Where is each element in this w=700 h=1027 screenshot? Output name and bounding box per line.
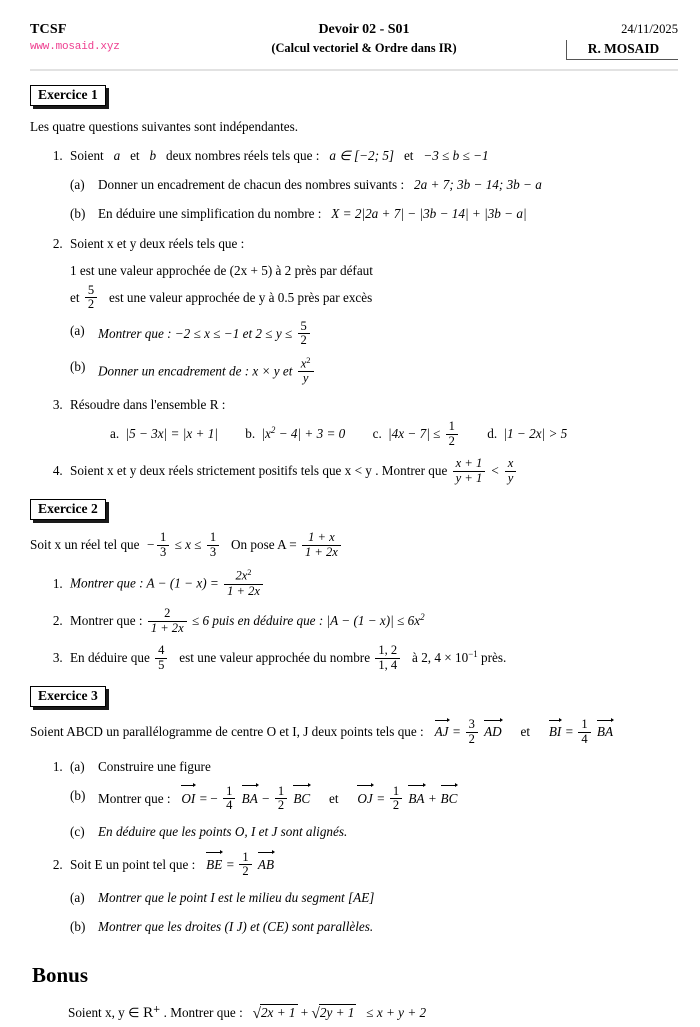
q2-line2-post: est une valeur approchée de y à 0.5 près par excès [108, 289, 373, 305]
vector-BE: BE [206, 853, 222, 875]
ex3-q2-frac-1-2: $\frac{1}{2}$ [239, 851, 251, 879]
q2-line2-pre: et [70, 289, 80, 305]
q2-frac-5-2: $\frac{5}{2}$ [85, 284, 97, 312]
exercise-3-q2a [94, 887, 676, 908]
exercise-3-intro [30, 718, 676, 746]
ex2-intro-pre: Soit x un réel tel que [30, 537, 140, 553]
ex3-q1c-text: En déduire que les points O, I et J sont alignés. [98, 823, 348, 839]
ex2-q2-text: Montrer que : [70, 613, 143, 629]
exercise-2-q2 [66, 607, 676, 635]
ex3-q2-pre: Soit E un point tel que : [70, 856, 196, 872]
ex2-frac-1-3-a: $\frac{1}{3}$ [157, 531, 169, 559]
exercise-1-q2-subs [70, 320, 676, 386]
exercise-1-q2b [94, 356, 676, 386]
exercise-1-questions [30, 146, 676, 486]
ex2-q2-frac: $\frac{2}{1 + 2x}$ [148, 607, 187, 635]
exercise-2-questions [30, 568, 676, 672]
bonus-mid: . Montrer que : [163, 1005, 243, 1021]
vector-OI: OI [181, 786, 195, 809]
q1a-items: 2a + 7; 3b − 14; 3b − a [414, 177, 542, 193]
ex3-intro-pre: Soient ABCD un parallélogramme de centre O et I, J deux points tels que : [30, 724, 424, 740]
q1-stem-text: deux nombres réels tels que : [165, 147, 320, 163]
exercise-3-q1 [66, 756, 676, 842]
exercise-3-q1c [94, 821, 676, 842]
bonus-relation: ≤ x + y + 2 [366, 1005, 427, 1021]
vector-BC: BC [293, 786, 310, 809]
vector-BA-3: BA [408, 786, 424, 809]
ex3-q1b-eq2: = [377, 790, 385, 806]
ex2-frac-A: $\frac{1 + x}{1 + 2x}$ [302, 531, 341, 559]
exercise-1-q2a [94, 320, 676, 348]
exercise-2-badge: Exercice 2 [30, 499, 106, 520]
q1-var-a: a [113, 147, 121, 163]
q2a-frac-5-2: $\frac{5}{2}$ [298, 320, 310, 348]
ex3-q1b-frac-1-4: $\frac{1}{4}$ [223, 785, 235, 813]
vector-AJ: AJ [435, 720, 449, 742]
ex2-intro-mid2: On pose A = [230, 537, 297, 553]
ex3-eq2: = [565, 724, 574, 740]
ex2-frac-1-3-b: $\frac{1}{3}$ [207, 531, 219, 559]
vector-BC-2: BC [441, 786, 458, 809]
ex3-frac-3-2: $\frac{3}{2}$ [466, 718, 478, 746]
q2-line1: 1 est une valeur approchée de (2x + 5) à 2 près par défaut [70, 262, 373, 278]
ex2-q3-post: à 2, $4 \times 10^{-1}$ près. [412, 649, 507, 666]
bonus-set-symbol: R+ [142, 1005, 161, 1022]
q1-inequality: −3 ≤ b ≤ −1 [423, 147, 489, 163]
q2b-text: Donner un encadrement de : x × y et [98, 363, 293, 379]
exercise-1-q3 [66, 395, 676, 449]
q3-item-b: $|x^2 - 4| + 3 = 0$ [261, 425, 346, 441]
ex2-intro-mid1: ≤ x ≤ [174, 537, 202, 553]
document-title: Devoir 02 - S01 [318, 22, 410, 37]
exercise-3-q2-subs [70, 887, 676, 937]
q3-item-d: |1 − 2x| > 5 [503, 425, 568, 441]
bonus-plus: + [300, 1005, 309, 1021]
exercise-1-q1-subs [70, 174, 676, 224]
ex3-q2-eq: = [226, 856, 235, 872]
q1-interval: a ∈ [−2; 5] [329, 147, 395, 163]
vector-OJ: OJ [357, 786, 372, 809]
q4-relation: < [490, 463, 500, 479]
q4-frac-left: $\frac{x + 1}{y + 1}$ [453, 457, 486, 485]
ex3-et: et [520, 724, 531, 740]
ex2-q1-text: Montrer que : A − (1 − x) = [70, 576, 219, 592]
exercise-1-intro: Les quatre questions suivantes sont indépendantes. [30, 119, 299, 134]
ex3-q1b-plus: + [428, 790, 437, 806]
exercise-2-intro: Soit x un réel tel que − $\frac{1}{3}$ ≤ x ≤ $\frac{1}{3}$ On pose A = $\frac{1 + x}{1 + 2x}$ [30, 531, 676, 559]
ex2-q1-frac: $\frac{2x^2}{1 + 2x}$ [224, 568, 263, 598]
exercise-3-q2 [66, 851, 676, 937]
ex3-q1b-minus: − [262, 790, 270, 806]
q1-stem-soient: Soient [70, 147, 104, 163]
exercise-3-questions [30, 756, 676, 938]
ex3-q1b-et: et [329, 790, 339, 806]
document-header [0, 0, 700, 71]
ex3-q1b-eq: = − [199, 790, 218, 806]
vector-BA: BA [597, 720, 613, 742]
q1-var-b: b [149, 147, 157, 163]
q2-stem: Soient x et y deux réels tels que : [70, 235, 245, 251]
exercise-1-q1 [66, 146, 676, 225]
ex2-q3-frac-12-14: $\frac{1, 2}{1, 4}$ [375, 644, 400, 672]
ex3-q2a-text: Montrer que le point I est le milieu du segment [AE] [98, 889, 375, 905]
ex3-eq1: = [452, 724, 461, 740]
ex3-q1a-text: Construire une figure [98, 758, 211, 774]
q1b-expression: X = 2|2a + 7| − |3b − 14| + |3b − a| [331, 206, 527, 222]
ex2-q3-pre: En déduire que [70, 650, 150, 666]
exercise-1-q1b [94, 203, 676, 224]
q3c-frac-1-2: $\frac{1}{2}$ [446, 420, 458, 448]
ex3-q1b-frac-1-2: $\frac{1}{2}$ [275, 785, 287, 813]
website-url[interactable]: www.mosaid.xyz [30, 41, 120, 53]
ex2-q2-rest: ≤ 6 puis en déduire que : $|A - (1 - x)| \le 6x^2$ [191, 612, 425, 629]
exercise-2-q1 [66, 568, 676, 598]
exercise-3-q1b [94, 785, 676, 813]
q2a-text: Montrer que : −2 ≤ x ≤ −1 et 2 ≤ y ≤ [98, 325, 293, 341]
ex2-q3-frac-4-5: $\frac{4}{5}$ [155, 644, 167, 672]
bonus-title: Bonus [32, 963, 89, 988]
ex2-q3-mid: est une valeur approchée du nombre [179, 650, 371, 666]
exercise-1-q3-items [70, 420, 676, 448]
q2-line2 [70, 284, 676, 312]
q3-item-a: |5 − 3x| = |x + 1| [125, 425, 218, 441]
sqrt-2x-plus-1: √2x + 1 [252, 1005, 296, 1023]
q3-item-c: |4x − 7| ≤ $\frac{1}{2}$ [373, 420, 460, 448]
q2b-frac-x2-y: $\frac{x^2}{y}$ [298, 356, 314, 386]
exercise-1-q2 [66, 234, 676, 386]
exercise-3-q1-subs [70, 756, 676, 842]
bonus-pre: Soient x, y ∈ [68, 1005, 140, 1021]
vector-AB: AB [258, 853, 274, 875]
ex3-q1b-pre: Montrer que : [98, 790, 171, 806]
exercise-3-q2b [94, 916, 676, 937]
vector-BI: BI [549, 720, 561, 742]
vector-BA-2: BA [242, 786, 258, 809]
school-name: TCSF [30, 22, 67, 37]
teacher-name: R. MOSAID [566, 40, 678, 60]
q4-frac-right: $\frac{x}{y}$ [505, 457, 517, 485]
exercise-2-q3 [66, 644, 676, 672]
bonus-statement [68, 1002, 676, 1026]
q1a-text: Donner un encadrement de chacun des nombres suivants : [98, 177, 405, 193]
exercise-3-badge: Exercice 3 [30, 686, 106, 707]
ex3-q1b-frac-1-2b: $\frac{1}{2}$ [390, 785, 402, 813]
ex3-q2b-text: Montrer que les droites (I J) et (CE) sont parallèles. [98, 919, 374, 935]
sqrt-2y-plus-1: √2y + 1 [311, 1005, 355, 1023]
exercise-1-badge: Exercice 1 [30, 85, 106, 106]
q3-stem: Résoudre dans l'ensemble R : [70, 396, 226, 412]
q1-et-2: et [403, 147, 414, 163]
exercise-3-q1a [94, 756, 676, 777]
ex3-frac-1-4: $\frac{1}{4}$ [578, 718, 590, 746]
exercise-1-q1a [94, 174, 676, 195]
q1b-text: En déduire une simplification du nombre : [98, 206, 322, 222]
document-subject: (Calcul vectoriel & Ordre dans IR) [271, 41, 457, 55]
q4-stem: Soient x et y deux réels strictement positifs tels que x < y . Montrer que [70, 463, 448, 479]
q1-et-1: et [130, 147, 140, 163]
vector-AD: AD [484, 720, 502, 742]
document-date: 24/11/2025 [621, 22, 678, 36]
exercise-1-q4 [66, 457, 676, 485]
